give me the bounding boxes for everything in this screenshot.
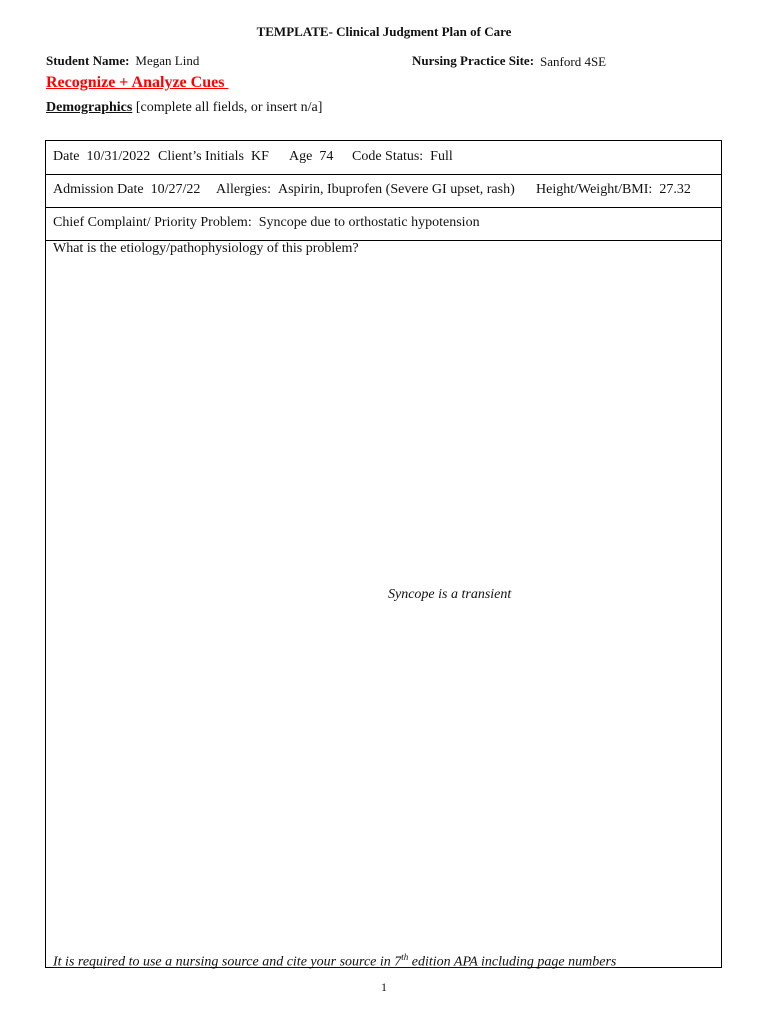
height-weight-bmi-field (536, 182, 699, 198)
citation-text-end: edition APA including page numbers (408, 954, 617, 970)
date-label: Date (53, 149, 80, 164)
demographics-table (45, 140, 722, 968)
height-weight-bmi-value[interactable]: 27.32 (659, 182, 691, 197)
code-status-value[interactable]: Full (430, 149, 453, 164)
chief-complaint-field (53, 215, 499, 231)
age-field (289, 149, 333, 165)
date-field (53, 149, 154, 165)
initials-field (158, 149, 269, 165)
citation-text-start: It is required to use a nursing source and cite your source in 7 (53, 954, 402, 970)
table-row-chief-complaint (46, 207, 721, 241)
citation-superscript: th (401, 952, 409, 962)
admission-date-value[interactable]: 10/27/22 (150, 182, 201, 197)
demographics-note: [complete all fields, or insert n/a] (132, 100, 323, 115)
chief-complaint-value[interactable]: Syncope due to orthostatic hypotension (258, 215, 480, 230)
admission-date-field (53, 182, 203, 198)
code-status-label: Code Status: (352, 149, 424, 164)
initials-value[interactable]: KF (250, 149, 269, 164)
chief-complaint-label: Chief Complaint/ Priority Problem: (53, 215, 252, 230)
practice-site-value[interactable]: Sanford 4SE (540, 54, 607, 69)
etiology-question: What is the etiology/pathophysiology of this problem? (53, 241, 359, 256)
student-name-label: Student Name: (46, 53, 130, 68)
height-weight-bmi-label: Height/Weight/BMI: (536, 182, 653, 197)
citation-requirement (53, 952, 616, 971)
initials-label: Client’s Initials (158, 149, 244, 164)
practice-site-field (412, 52, 606, 70)
date-value[interactable]: 10/31/2022 (86, 149, 151, 164)
demographics-line (46, 100, 322, 116)
demographics-heading: Demographics (46, 100, 133, 115)
allergies-label: Allergies: (216, 182, 271, 197)
page-title: TEMPLATE- Clinical Judgment Plan of Care (256, 24, 512, 39)
page-number: 1 (381, 980, 387, 994)
table-row-demographics-1 (46, 141, 721, 175)
table-row-demographics-2 (46, 174, 721, 208)
section-heading-recognize: Recognize + Analyze Cues (46, 74, 229, 91)
practice-site-label: Nursing Practice Site: (412, 53, 535, 68)
etiology-answer-text[interactable]: Syncope is a transient (388, 587, 512, 602)
age-value[interactable]: 74 (319, 149, 334, 164)
age-label: Age (289, 149, 313, 164)
allergies-field (216, 182, 524, 198)
student-name-value[interactable]: Megan Lind (135, 53, 200, 68)
allergies-value[interactable]: Aspirin, Ibuprofen (Severe GI upset, rash) (277, 182, 515, 197)
student-name-field (46, 52, 199, 70)
code-status-field (352, 149, 452, 165)
admission-date-label: Admission Date (53, 182, 144, 197)
